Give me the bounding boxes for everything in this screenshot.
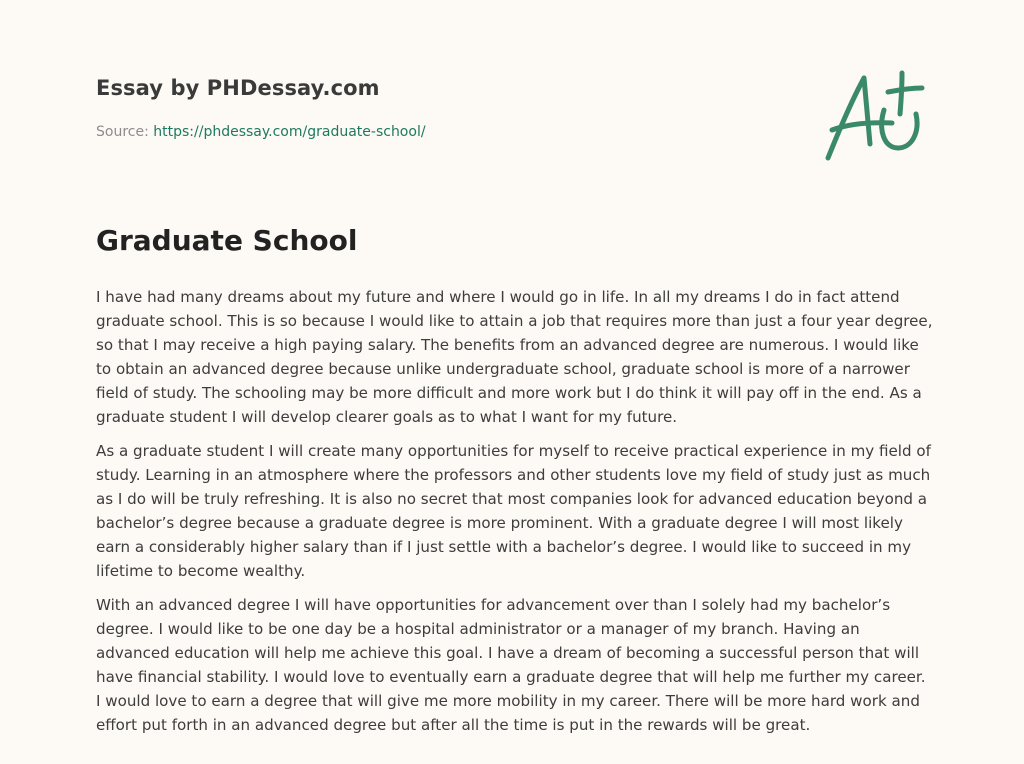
a-plus-grade-icon (818, 66, 930, 166)
essay-body (96, 285, 934, 747)
source-link[interactable]: https://phdessay.com/graduate-school/ (153, 124, 426, 140)
essay-paragraph: With an advanced degree I will have opportunities for advancement over than I solely had my bachelor’s degree. I would like to be one day be a hospital administrator or a manager of my branch. Having an advanced education will help me achieve this goal. I have a dream of becoming a successful person that will have financial stability. I would love to eventually earn a graduate degree that will help me further my career. I would love to earn a degree that will give me more mobility in my career. There will be more hard work and effort put forth in an advanced degree but after all the time is put in the rewards will be great. (96, 596, 926, 734)
essay-paragraph: I have had many dreams about my future and where I would go in life. In all my dreams I do in fact attend graduate school. This is so because I would like to attain a job that requires more than just a four year degree, so that I may receive a high paying salary. The benefits from an advanced degree are numerous. I would like to obtain an advanced degree because unlike undergraduate school, graduate school is more of a narrower field of study. The schooling may be more difficult and more work but I do think it will pay off in the end. As a graduate student I will develop clearer goals as to what I want for my future. (96, 288, 933, 426)
source-line (96, 124, 426, 140)
essay-paragraph: As a graduate student I will create many opportunities for myself to receive practical experience in my field of study. Learning in an atmosphere where the professors and other students love my field of study just as much as I do will be truly refreshing. It is also no secret that most companies look for advanced education beyond a bachelor’s degree because a graduate degree is more prominent. With a graduate degree I will most likely earn a considerably higher salary than if I just settle with a bachelor’s degree. I would like to succeed in my lifetime to become wealthy. (96, 442, 931, 580)
essay-title: Graduate School (96, 224, 358, 257)
source-label: Source: (96, 124, 149, 140)
site-title: Essay by PHDessay.com (96, 76, 380, 100)
